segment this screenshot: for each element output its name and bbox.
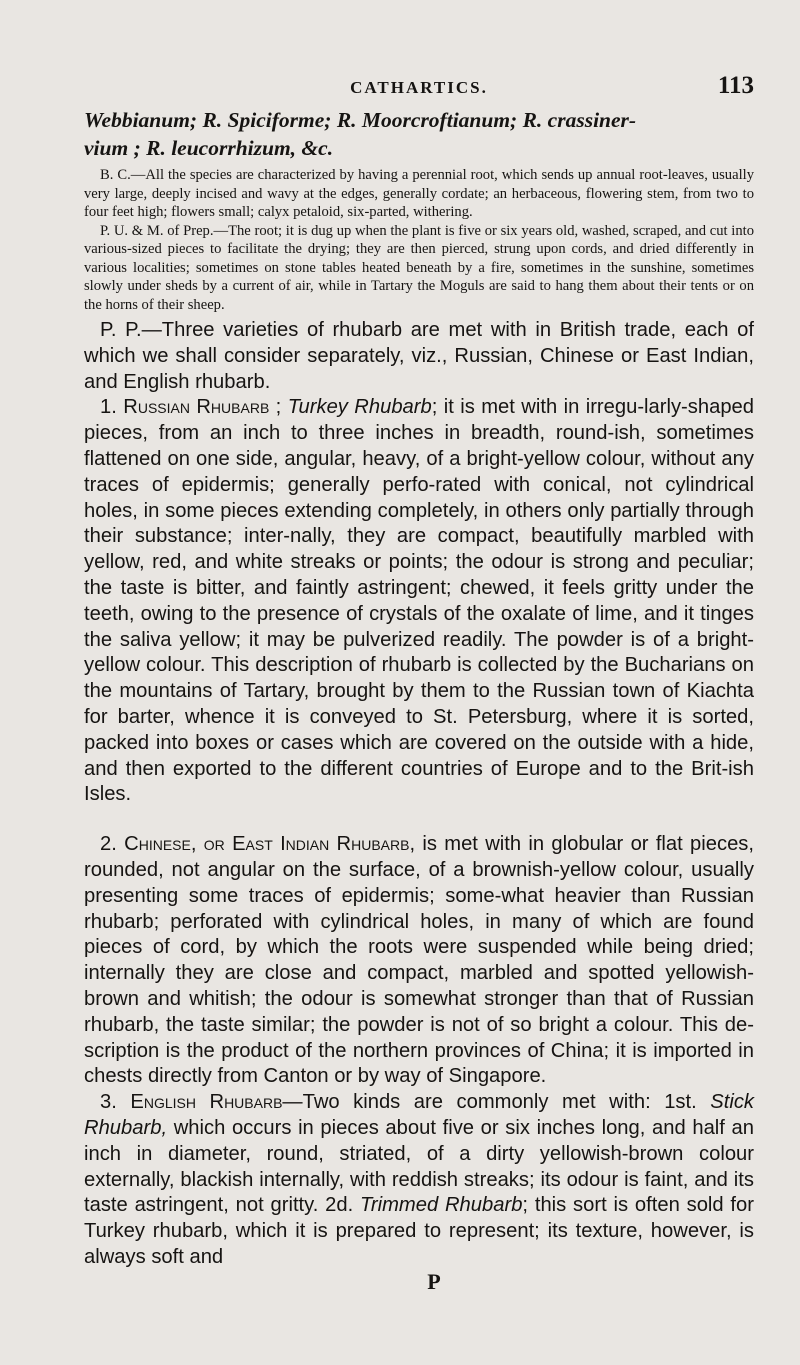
part-used [84,222,754,315]
page-number: 113 [717,72,754,99]
species-line-2: vium ; R. leucorrhizum, &c. [84,136,334,160]
russian-name: Russian Rhubarb [123,396,270,419]
bc-text: —All the species are characterized by having a perennial root, which sends up annual root-leaves, usually very large, deeply incised and wavy at the edges, generally cordate; an herbaceous, flowering stem, from two to four feet high; flowers small; calyx petaloid, six-parted, withering. [84,167,754,220]
page-header [84,72,754,106]
botanical-characters [84,166,754,222]
russian-text: ; it is met with in irregu-larly-shaped pieces, from an inch to three inches in breadth, round-ish, sometimes flattened on one side, angular, heavy, of a bright-yellow colour, without any traces of epidermis; generally perfo-rated with conical, not cylindrical holes, in some pieces extending completely, in others only partially through their substance; inter-nally, they are compact, beautifully marbled with yellow, red, and white streaks or points; the odour is strong and peculiar; the taste is bitter, and faintly astringent; chewed, it feels gritty under the teeth, owing to the presence of crystals of the oxalate of lime, and it tinges the saliva yellow; it may be pulverized readily. The powder is of a bright-yellow colour. This description of rhubarb is collected by the Bucharians on the mountains of Tartary, brought by them to the Russian town of Kiachta for barter, whence it is conveyed to St. Petersburg, where it is sorted, packed into boxes or cases which are covered on the outside with a hide, and then exported to the different countries of Europe and to the Brit-ish Isles. [84,396,755,806]
signature-mark: P [427,1268,441,1294]
species-line-1: Webbianum; R. Spiciforme; R. Moorcroftianum; R. crassiner- [84,108,637,132]
chinese-text: , is met with in globular or flat pieces, rounded, not angular on the surface, of a brownish-yellow colour, usually presenting some traces of epidermis; some-what heavier than Russian rhubarb; perforated with cylindrical holes, in many of which are found pieces of cord, by which the roots were suspended while being dried; internally they are close and compact, marbled and spotted yellowish-brown and whitish; the odour is somewhat stronger than that of Russian rhubarb, the taste similar; the powder is not of so bright a colour. This de-scription is the product of the northern provinces of China; it is imported in chests directly from Canton or by way of Singapore. [84,833,755,1088]
russian-rhubarb: 1. Russian Rhubarb ; Turkey Rhubarb; it is met with in irregu-larly-shaped pieces, from an inch to three inches in breadth, round-ish, sometimes flattened on one side, angular, heavy, of a bright-yellow colour, without any traces of epidermis; generally perfo-rated with conical, not cylindrical holes, in some pieces extending completely, in others only partially through their substance; inter-nally, they are compact, beautifully marbled with yellow, red, and white streaks or points; the odour is strong and peculiar; the taste is bitter, and faintly astringent; chewed, it feels gritty under the teeth, owing to the presence of crystals of the oxalate of lime, and it tinges the saliva yellow; it may be pulverized readily. The powder is of a bright-yellow colour. This description of rhubarb is collected by the Bucharians on the mountains of Tartary, brought by them to the Russian town of Kiachta for barter, whence it is conveyed to St. Petersburg, where it is sorted, packed into boxes or cases which are covered on the outside with a hide, and then exported to the different countries of Europe and to the Brit-ish Isles. [84,396,755,806]
english-rhubarb [84,1090,754,1271]
english-text-3: ; this sort is often sold for Turkey rhubarb, which it is prepared to represent; its texture, however, is always soft and [84,1194,754,1268]
russian-alias: Turkey Rhubarb [287,396,432,419]
pu-label: P. U. & M. of Prep. [100,222,214,239]
pp-label: P. P. [100,319,142,341]
running-title: CATHARTICS. [350,78,488,97]
species-list [84,106,754,162]
chinese-num: 2. [100,833,117,856]
chinese-rhubarb [84,832,754,1090]
bc-label: B. C. [100,167,131,183]
english-text-2: which occurs in pieces about five or six inches long, and half an inch in diameter, round, striated, of a dirty yellowish-brown colour externally, blackish internally, with reddish streaks; its odour is faint, and its taste astringent, not gritty. 2d. [84,1116,754,1217]
physical-properties [84,318,754,395]
english-num: 3. [100,1091,117,1114]
trimmed-rhubarb: Trimmed Rhubarb [360,1194,523,1217]
chinese-name: Chinese, or East Indian Rhubarb [124,833,410,856]
english-name: English Rhubarb [130,1091,283,1114]
paragraph-gap [84,808,754,832]
pu-text: —The root; it is dug up when the plant is five or six years old, washed, scraped, and cut into various-sized pieces to facilitate the drying; they are then pierced, strung upon cords, and dried differently in various localities; sometimes on stone tables heated beneath by a fire, sometimes in the sunshine, sometimes slowly under sheds by a current of air, while in Tartary the Moguls are said to hang them about their tents or on the horns of their sheep. [84,222,755,313]
russian-num: 1. [100,396,117,419]
stick-rhubarb: Stick Rhubarb, [84,1091,755,1139]
english-text-1: —Two kinds are commonly met with: 1st. [282,1091,697,1114]
pp-text: —Three varieties of rhubarb are met with in British trade, each of which we shall consider separately, viz., Russian, Chinese or East Indian, and English rhubarb. [84,319,754,393]
